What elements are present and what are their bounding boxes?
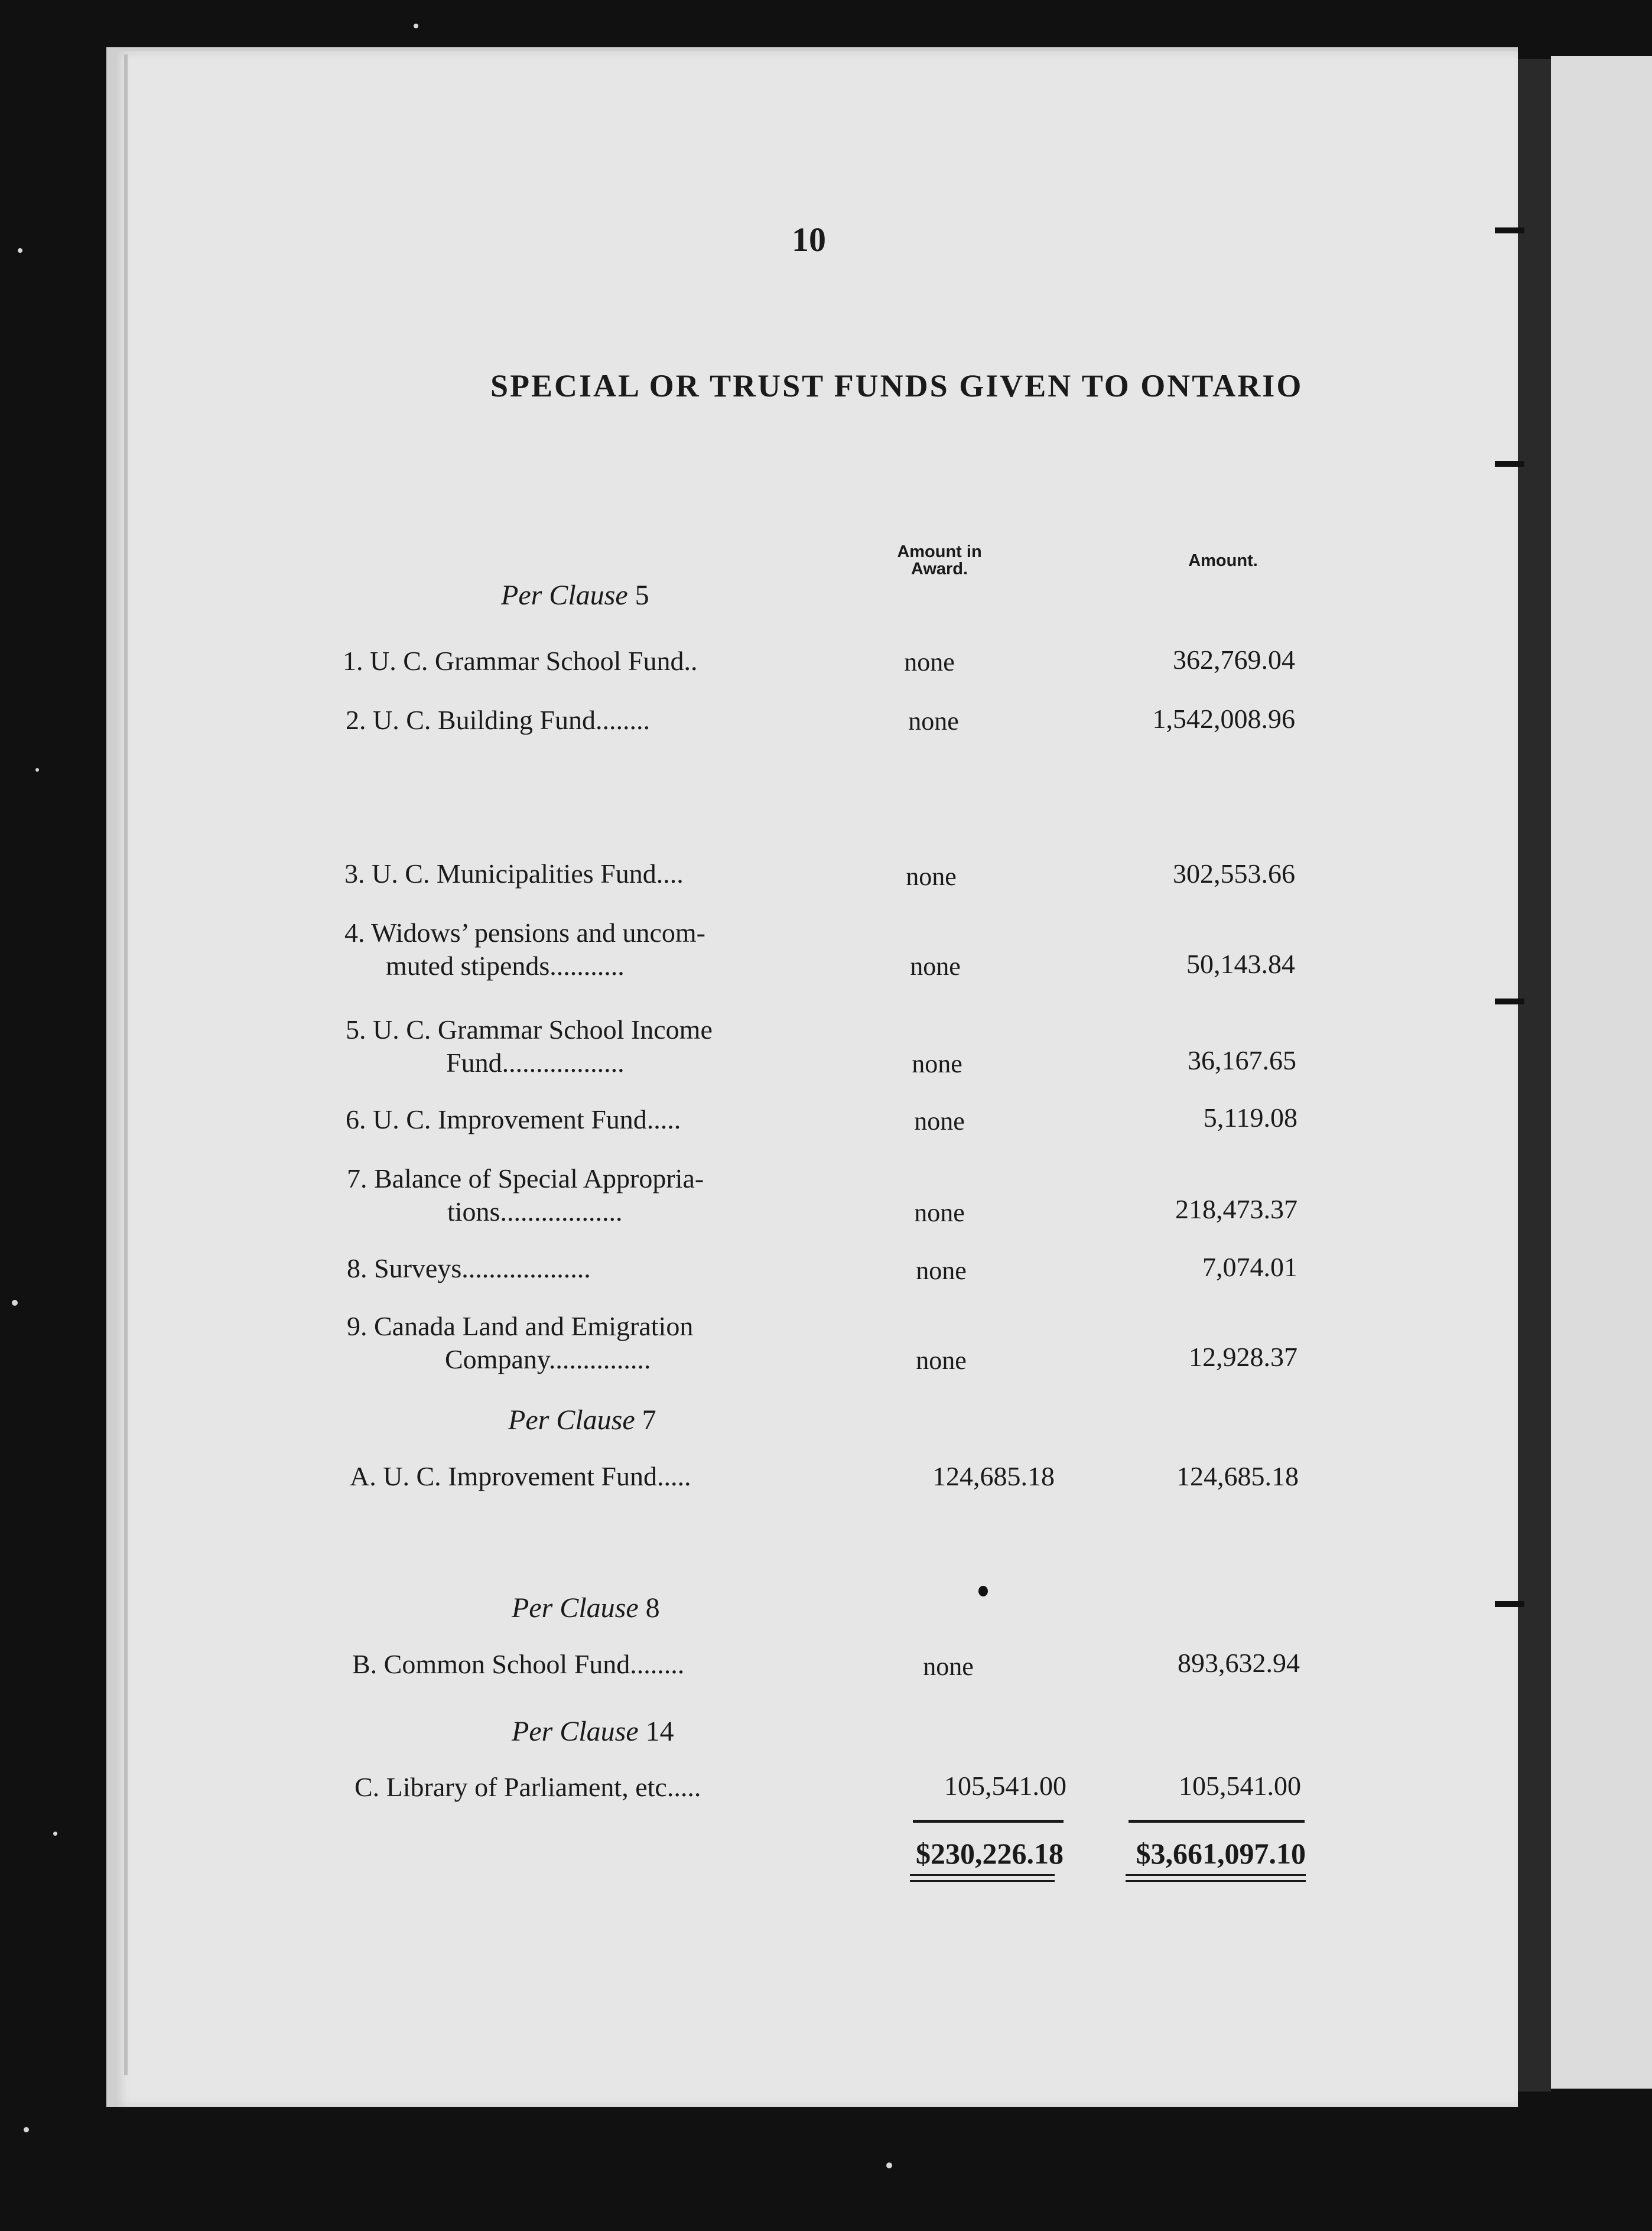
table-row-label-continued: Fund.................. <box>446 1048 625 1078</box>
amount-value: 5,119.08 <box>1203 1103 1297 1133</box>
table-row-label: 8. Surveys................... <box>347 1253 591 1283</box>
amount-value: 105,541.00 <box>1179 1771 1301 1801</box>
table-row-label: 9. Canada Land and Emigration <box>347 1311 694 1341</box>
amount-value: 302,553.66 <box>1173 858 1295 889</box>
amount-value: 893,632.94 <box>1178 1648 1300 1678</box>
page-title: SPECIAL OR TRUST FUNDS GIVEN TO ONTARIO <box>490 368 1303 404</box>
award-value: none <box>914 1107 965 1136</box>
spine-tick <box>1495 461 1524 467</box>
clause-number: 5 <box>635 580 649 611</box>
award-value: none <box>916 1256 967 1285</box>
subtotal-rule <box>913 1820 1064 1823</box>
scan-speck <box>24 2127 29 2132</box>
adjacent-page <box>1551 56 1652 2089</box>
table-row-label: 5. U. C. Grammar School Income <box>346 1014 713 1045</box>
clause-number: 14 <box>645 1716 674 1747</box>
spine-tick <box>1495 1601 1524 1607</box>
scan-speck <box>53 1832 57 1836</box>
total-double-rule <box>1126 1880 1306 1882</box>
clause-label: Per Clause <box>512 1592 639 1624</box>
table-row-label: A. U. C. Improvement Fund..... <box>350 1461 691 1491</box>
table-row-label-continued: muted stipends........... <box>386 951 625 981</box>
table-row-label: 2. U. C. Building Fund........ <box>346 705 651 735</box>
amount-value: 50,143.84 <box>1186 949 1295 979</box>
award-value: none <box>910 952 961 981</box>
amount-value: 12,928.37 <box>1189 1342 1297 1372</box>
award-value: none <box>923 1652 974 1681</box>
clause-heading <box>501 579 649 612</box>
amount-value: 36,167.65 <box>1188 1045 1296 1075</box>
total-amount: $3,661,097.10 <box>1136 1837 1306 1870</box>
spine-tick <box>1495 999 1524 1004</box>
table-row-label: 1. U. C. Grammar School Fund.. <box>343 646 698 676</box>
total-double-rule <box>1126 1874 1306 1876</box>
clause-number: 8 <box>645 1592 660 1624</box>
scan-speck <box>414 24 418 28</box>
table-row-label: 4. Widows’ pensions and uncom- <box>344 918 705 948</box>
award-value: 124,685.18 <box>932 1461 1055 1491</box>
page-edge <box>124 54 128 2075</box>
clause-heading <box>508 1404 656 1436</box>
table-row-label: C. Library of Parliament, etc..... <box>355 1772 701 1802</box>
award-value: none <box>912 1049 962 1078</box>
award-value: none <box>906 862 957 891</box>
clause-heading <box>512 1592 660 1624</box>
scan-speck <box>886 2162 892 2168</box>
clause-number: 7 <box>642 1404 656 1436</box>
amount-value: 362,769.04 <box>1173 645 1295 675</box>
table-row-label-continued: Company............... <box>445 1344 651 1374</box>
award-column-header <box>880 544 999 578</box>
award-header-line1: Amount in <box>897 542 982 561</box>
table-row-label: B. Common School Fund........ <box>352 1649 685 1679</box>
award-value: none <box>916 1346 967 1375</box>
clause-label: Per Clause <box>501 580 628 611</box>
amount-value: 1,542,008.96 <box>1152 704 1295 734</box>
table-row-label: 3. U. C. Municipalities Fund.... <box>344 858 684 889</box>
amount-value: 124,685.18 <box>1176 1461 1299 1491</box>
scan-speck <box>35 768 39 772</box>
total-award: $230,226.18 <box>916 1837 1064 1870</box>
document-page <box>106 47 1518 2107</box>
award-value: none <box>908 707 959 736</box>
table-row-label-continued: tions.................. <box>447 1196 623 1227</box>
clause-label: Per Clause <box>512 1716 639 1747</box>
total-double-rule <box>910 1874 1055 1876</box>
table-row-label: 6. U. C. Improvement Fund..... <box>346 1104 681 1134</box>
amount-value: 218,473.37 <box>1175 1194 1297 1224</box>
award-value: none <box>904 648 955 677</box>
clause-label: Per Clause <box>508 1404 635 1436</box>
award-value: none <box>914 1198 965 1227</box>
scan-speck <box>18 248 22 253</box>
subtotal-rule <box>1129 1820 1305 1823</box>
scan-speck <box>12 1300 18 1306</box>
spine-tick <box>1495 227 1524 233</box>
amount-column-header: Amount. <box>1188 551 1258 570</box>
clause-heading <box>512 1715 674 1748</box>
award-value: 105,541.00 <box>944 1771 1066 1801</box>
table-row-label: 7. Balance of Special Appropria- <box>347 1163 704 1193</box>
ink-spot <box>978 1586 988 1596</box>
amount-value: 7,074.01 <box>1202 1252 1297 1282</box>
award-header-line2: Award. <box>910 560 968 578</box>
total-double-rule <box>910 1880 1055 1882</box>
page-number: 10 <box>792 220 826 259</box>
